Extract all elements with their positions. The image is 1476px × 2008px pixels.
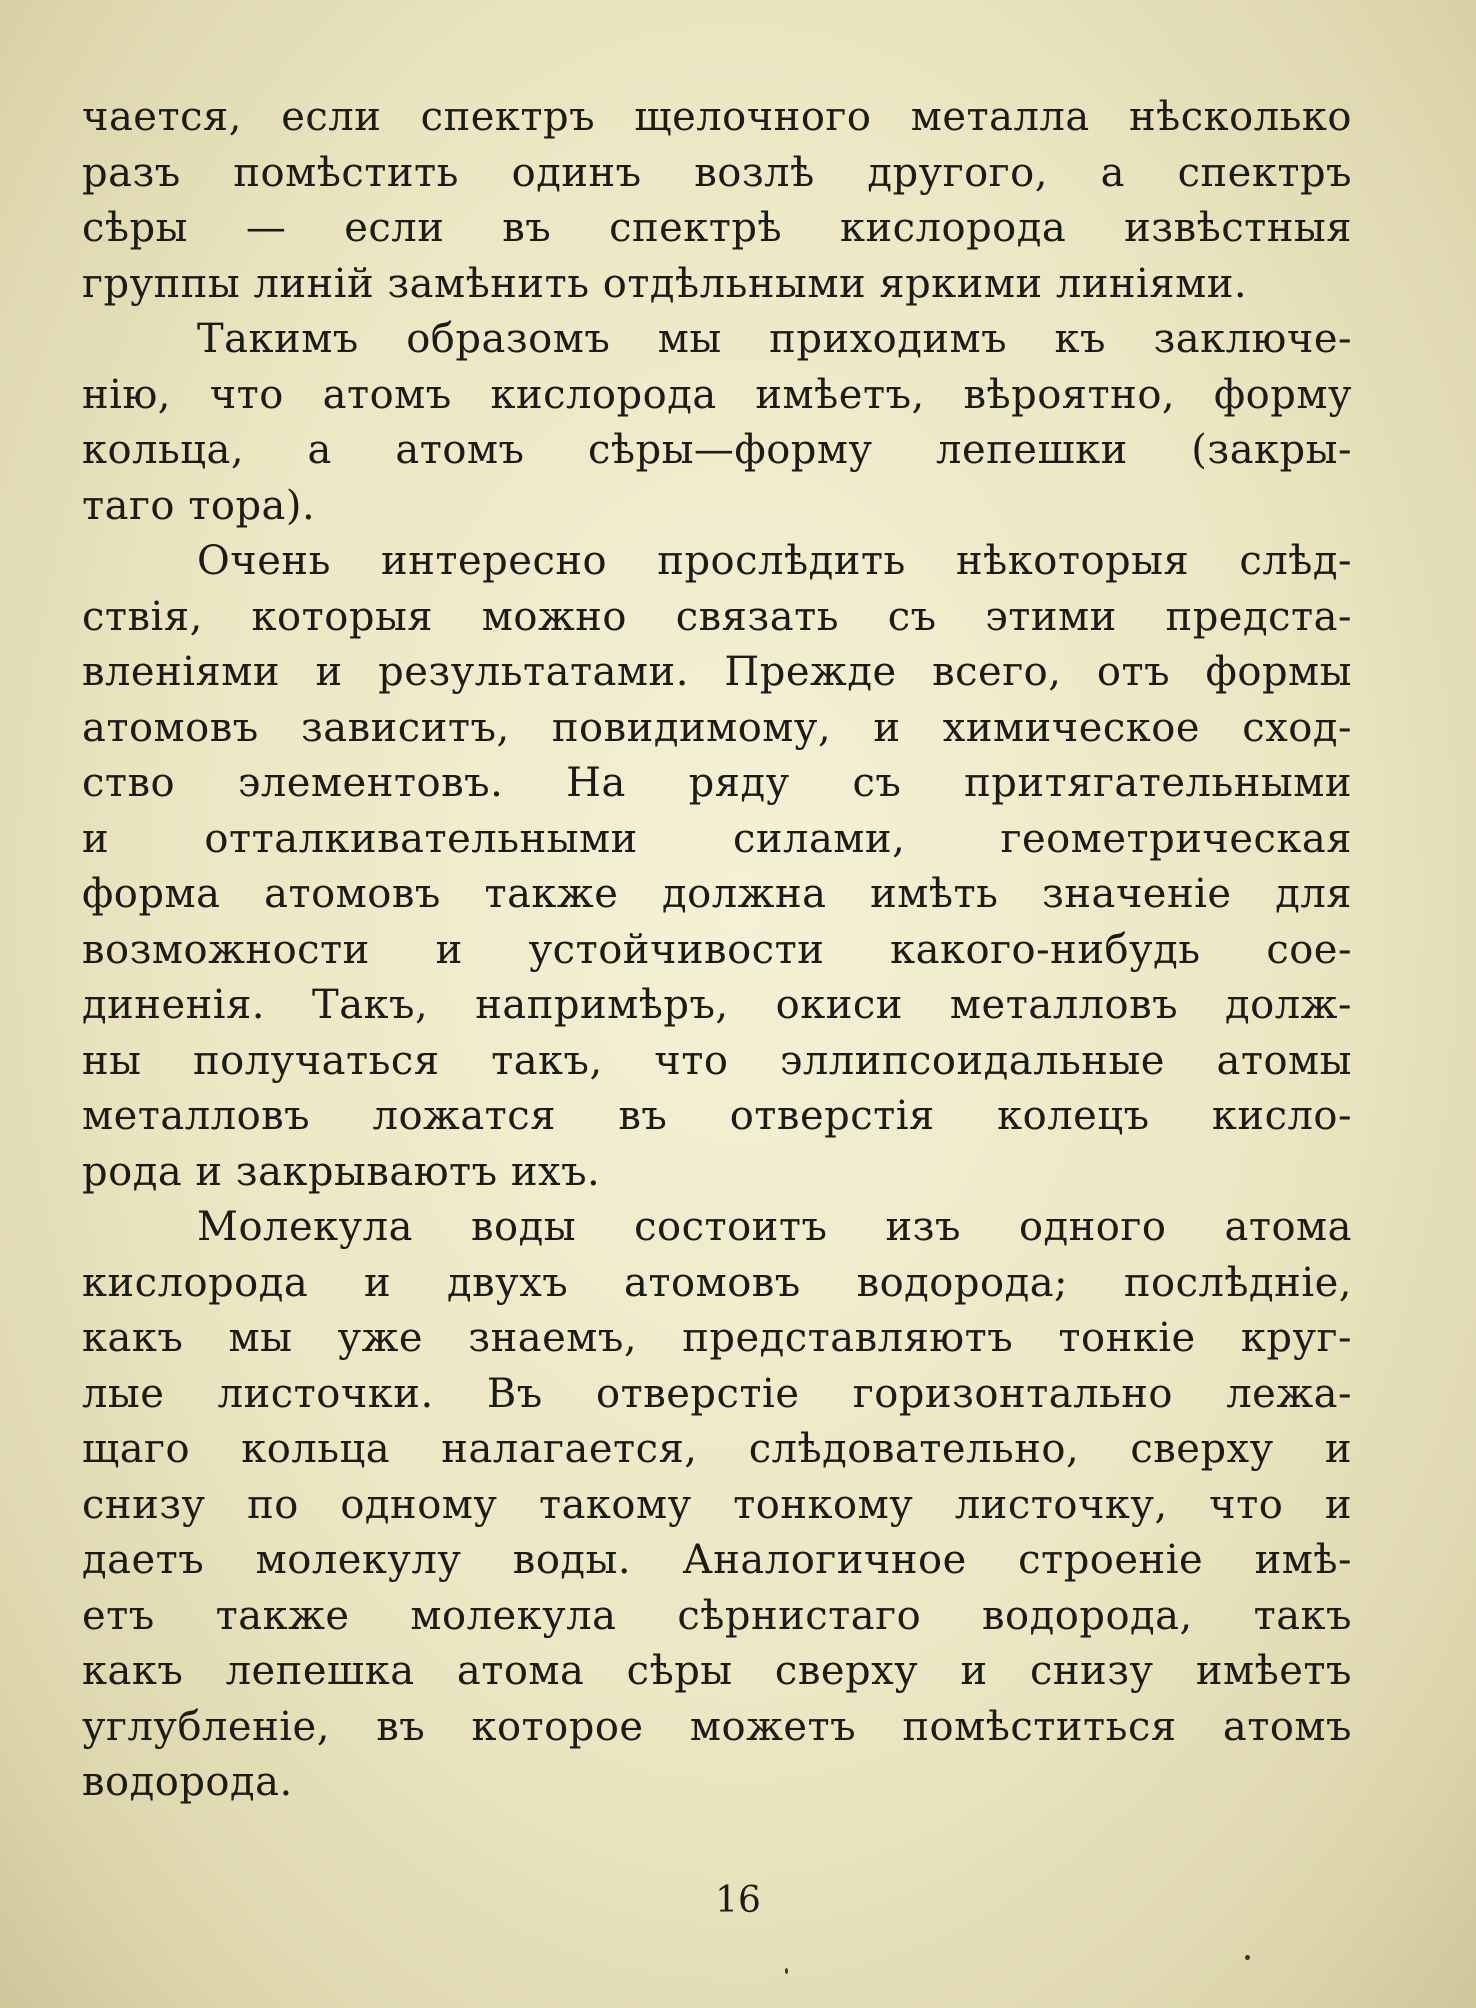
text-line: Очень интересно прослѣдить нѣкоторыя слѣд- [197, 538, 1352, 584]
text-line: чается, если спектръ щелочного металла нѣсколько [82, 94, 1352, 140]
text-line: Такимъ образомъ мы приходимъ къ заключе- [197, 316, 1352, 362]
text-line: таго тора). [82, 482, 316, 529]
text-line: сѣры — если въ спектрѣ кислорода извѣстныя [82, 205, 1352, 251]
text-line: кислорода и двухъ атомовъ водорода; послѣдніе, [82, 1259, 1352, 1306]
text-line: группы линій замѣнить отдѣльными яркими линіями. [82, 260, 1248, 307]
text-line: металловъ ложатся въ отверстія колецъ кисло- [82, 1093, 1352, 1139]
text-line: снизу по одному такому тонкому листочку, что и [82, 1481, 1352, 1528]
text-line: ство элементовъ. На ряду съ притягательными [82, 760, 1352, 806]
text-line: лые листочки. Въ отверстіе горизонтально лежа- [82, 1370, 1352, 1417]
text-line: и отталкивательными силами, геометрическая [82, 815, 1352, 862]
text-line: ны получаться такъ, что эллипсоидальные атомы [82, 1037, 1352, 1084]
text-line: разъ помѣстить одинъ возлѣ другого, а спектръ [82, 149, 1352, 196]
text-line: ствія, которыя можно связать съ этими предста- [82, 593, 1352, 640]
text-line: форма атомовъ также должна имѣть значеніе для [82, 871, 1352, 917]
text-line: какъ мы уже знаемъ, представляютъ тонкіе круг- [82, 1315, 1352, 1361]
text-line: водорода. [82, 1759, 293, 1805]
body-text [82, 90, 1352, 1811]
text-line: диненія. Такъ, напримѣръ, окиси металловъ долж- [82, 982, 1352, 1028]
text-line: нію, что атомъ кислорода имѣетъ, вѣроятно, форму [82, 371, 1352, 418]
text-line: кольца, а атомъ сѣры—форму лепешки (закры- [82, 427, 1352, 473]
print-speck [1245, 1955, 1250, 1960]
page-number: 16 [715, 1880, 761, 1921]
text-line: щаго кольца налагается, слѣдовательно, сверху и [82, 1426, 1352, 1472]
text-line: углубленіе, въ которое можетъ помѣститься атомъ [82, 1703, 1352, 1750]
text-line: даетъ молекулу воды. Аналогичное строеніе имѣ- [82, 1537, 1352, 1583]
text-line: вленіями и результатами. Прежде всего, отъ формы [82, 649, 1352, 695]
text-line: Молекула воды состоитъ изъ одного атома [197, 1204, 1352, 1250]
text-line: етъ также молекула сѣрнистаго водорода, такъ [82, 1592, 1352, 1639]
text-line: рода и закрываютъ ихъ. [82, 1148, 601, 1195]
print-speck [785, 1968, 788, 1974]
text-line: возможности и устойчивости какого-нибудь сое- [82, 926, 1352, 973]
text-line: какъ лепешка атома сѣры сверху и снизу имѣетъ [82, 1648, 1352, 1694]
text-line: атомовъ зависитъ, повидимому, и химическое сход- [82, 704, 1352, 751]
